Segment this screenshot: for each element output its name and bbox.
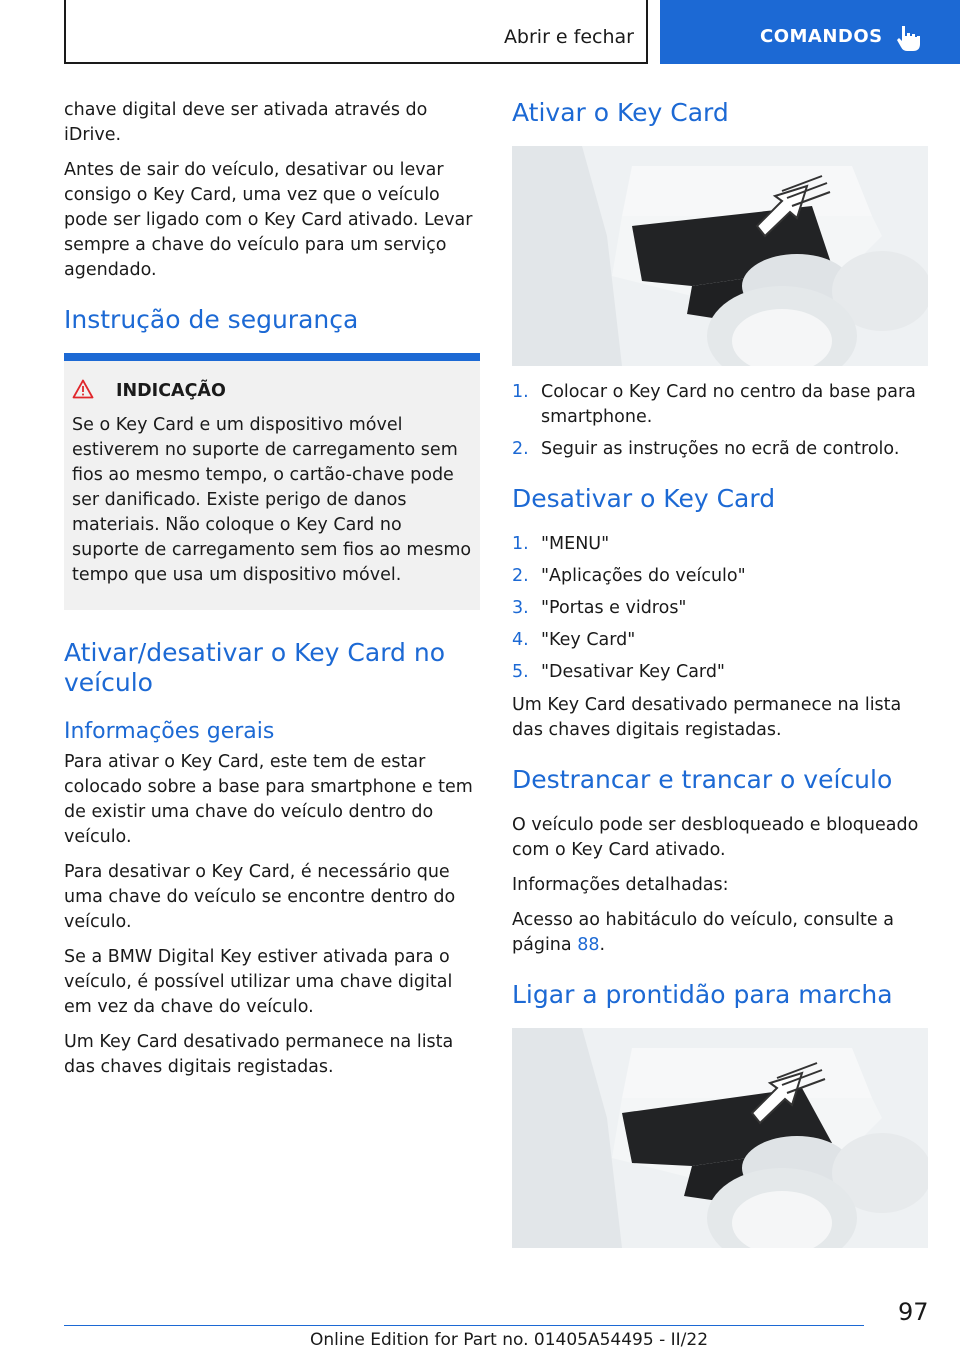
list-item	[512, 628, 928, 653]
console-photo-ready	[512, 1028, 928, 1248]
step-number: 2.	[512, 439, 529, 459]
list-item	[512, 532, 928, 557]
list-item	[512, 596, 928, 621]
right-column	[512, 98, 928, 1248]
console-photo-activate	[512, 146, 928, 366]
warning-title: INDICAÇÃO	[116, 381, 226, 401]
step-number: 3.	[512, 598, 529, 618]
warning-triangle-icon	[72, 379, 116, 403]
header-section-title: Abrir e fechar	[503, 26, 634, 48]
step-number: 1.	[512, 382, 529, 402]
heading-general-info: Informações gerais	[64, 719, 275, 744]
deactivate-steps-list	[512, 532, 928, 685]
list-item	[512, 437, 928, 462]
step-number: 1.	[512, 534, 529, 554]
paragraph: Um Key Card desativado permanece na lista das chaves digitais registadas.	[512, 695, 902, 740]
step-text: "MENU"	[541, 534, 610, 554]
paragraph-access	[512, 908, 928, 958]
step-text: Colocar o Key Card no centro da base para smartphone.	[541, 382, 916, 427]
heading-activate-key-card: Ativar o Key Card	[512, 98, 729, 127]
warning-box	[64, 353, 480, 610]
paragraph: Informações detalhadas:	[512, 875, 729, 895]
heading-ready-to-drive: Ligar a prontidão para marcha	[512, 980, 893, 1009]
paragraph: chave digital deve ser ativada através do iDrive.	[64, 100, 428, 145]
pointing-hand-icon	[895, 24, 921, 52]
step-number: 4.	[512, 630, 529, 650]
step-text: "Desativar Key Card"	[541, 662, 725, 682]
activate-steps-list	[512, 380, 928, 462]
step-text: "Key Card"	[541, 630, 636, 650]
step-number: 5.	[512, 662, 529, 682]
paragraph: Se a BMW Digital Key estiver ativada para o veículo, é possível utilizar uma chave digital em vez da chave do veículo.	[64, 947, 453, 1017]
footer-divider	[64, 1325, 864, 1326]
step-text: "Aplicações do veículo"	[541, 566, 746, 586]
step-text: "Portas e vidros"	[541, 598, 687, 618]
paragraph: Um Key Card desativado permanece na lista das chaves digitais registadas.	[64, 1032, 454, 1077]
list-item	[512, 564, 928, 589]
footer-edition: Online Edition for Part no. 01405A54495 - II/22	[310, 1330, 709, 1350]
header-section-box	[64, 0, 648, 64]
paragraph: Para ativar o Key Card, este tem de estar colocado sobre a base para smartphone e tem de existir uma chave do veículo dentro do veículo.	[64, 752, 473, 847]
left-column	[64, 98, 480, 1090]
page-number: 97	[898, 1298, 929, 1326]
list-item	[512, 380, 928, 430]
heading-deactivate-key-card: Desativar o Key Card	[512, 484, 776, 513]
heading-unlock-lock: Destrancar e trancar o veículo	[512, 765, 893, 794]
paragraph: Para desativar o Key Card, é necessário que uma chave do veículo se encontre dentro do veículo.	[64, 862, 456, 932]
paragraph: Antes de sair do veículo, desativar ou levar consigo o Key Card, uma vez que o veículo pode ser ligado com o Key Card ativado. Levar sempre a chave do veículo para um serviço agendado.	[64, 160, 473, 280]
heading-activate-vehicle: Ativar/desativar o Key Card no veículo	[64, 638, 445, 697]
access-text: Acesso ao habitáculo do veículo, consulte a página	[512, 910, 894, 955]
warning-text: Se o Key Card e um dispositivo móvel estiverem no suporte de carregamento sem fios ao mesmo tempo, o cartão-chave pode ser danificado. Existe perigo de danos materiais. Não coloque o Key Card no suporte de carregamento sem fios ao mesmo tempo que usa um dispositivo móvel.	[72, 415, 472, 585]
page-link[interactable]: 88	[577, 935, 600, 955]
step-text: Seguir as instruções no ecrã de controlo.	[541, 439, 900, 459]
paragraph: O veículo pode ser desbloqueado e bloqueado com o Key Card ativado.	[512, 815, 919, 860]
period: .	[599, 935, 606, 955]
header-chapter-label: COMANDOS	[760, 26, 883, 47]
list-item	[512, 660, 928, 685]
step-number: 2.	[512, 566, 529, 586]
heading-safety: Instrução de segurança	[64, 305, 359, 334]
